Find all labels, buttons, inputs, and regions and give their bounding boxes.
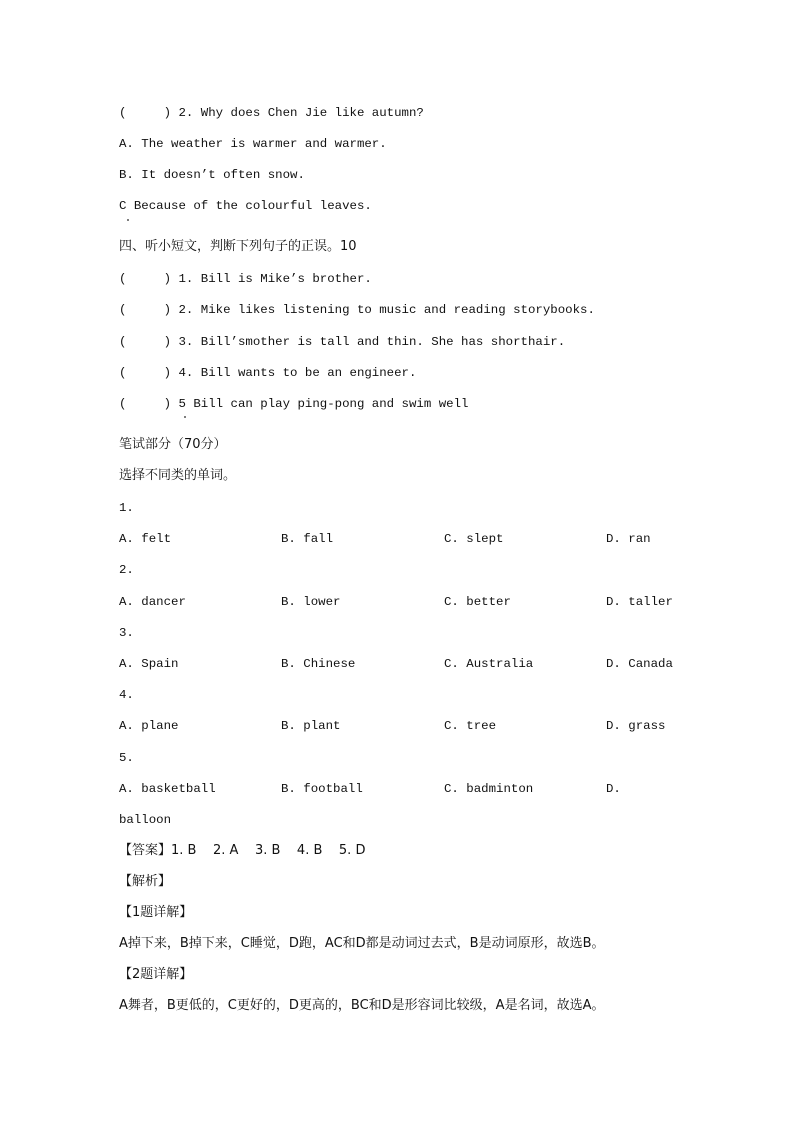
option-row <box>119 656 699 672</box>
option-c: C. slept <box>444 532 504 546</box>
analysis-title: 【解析】 <box>119 874 172 889</box>
judge-item-5: ( ) 5 Bill can play ping-pong and swim well <box>119 397 469 411</box>
option-row <box>119 781 699 797</box>
option-d: D. grass <box>606 719 666 733</box>
option-b: B. Chinese <box>281 657 356 671</box>
option-c: C Because of the colourful leaves. <box>119 199 372 213</box>
option-c: C. badminton <box>444 782 534 796</box>
stray-dot <box>127 219 129 221</box>
question-number: 1. <box>119 501 134 515</box>
option-d-wrapped-text: balloon <box>119 813 172 827</box>
option-a: A. basketball <box>119 782 216 796</box>
question-number: 2. <box>119 563 134 577</box>
question-line: ( ) 2. Why does Chen Jie like autumn? <box>119 106 424 120</box>
option-d: D. Canada <box>606 657 673 671</box>
option-c: C. Australia <box>444 657 534 671</box>
option-row <box>119 718 699 734</box>
option-row <box>119 594 699 610</box>
option-b: B. fall <box>281 532 334 546</box>
option-b: B. lower <box>281 595 341 609</box>
option-a: A. dancer <box>119 595 186 609</box>
option-b: B. plant <box>281 719 341 733</box>
option-d: D. <box>606 782 621 796</box>
question-number: 4. <box>119 688 134 702</box>
written-title: 笔试部分（70分） <box>119 437 227 452</box>
judge-item-1: ( ) 1. Bill is Mike’s brother. <box>119 272 372 286</box>
detail-title-1: 【1题详解】 <box>119 905 193 920</box>
option-c: C. better <box>444 595 511 609</box>
detail-text-1: A掉下来，B掉下来，C睡觉，D跑，AC和D都是动词过去式，B是动词原形，故选B。 <box>119 936 605 951</box>
section-4-title: 四、听小短文，判断下列句子的正误。10 <box>119 239 357 254</box>
judge-item-2: ( ) 2. Mike likes listening to music and reading storybooks. <box>119 303 595 317</box>
question-number: 5. <box>119 751 134 765</box>
judge-item-3: ( ) 3. Bill’smother is tall and thin. She has shorthair. <box>119 335 566 349</box>
option-d: D. ran <box>606 532 651 546</box>
stray-dot <box>184 416 186 418</box>
option-a: A. The weather is warmer and warmer. <box>119 137 387 151</box>
written-instruction: 选择不同类的单词。 <box>119 468 237 483</box>
answer-line: 【答案】1. B 2. A 3. B 4. B 5. D <box>119 843 366 858</box>
detail-text-2: A舞者，B更低的，C更好的，D更高的，BC和D是形容词比较级，A是名词，故选A。 <box>119 998 605 1013</box>
option-row <box>119 531 699 547</box>
question-number: 3. <box>119 626 134 640</box>
detail-title-2: 【2题详解】 <box>119 967 193 982</box>
option-c: C. tree <box>444 719 497 733</box>
option-b: B. It doesn’t often snow. <box>119 168 305 182</box>
judge-item-4: ( ) 4. Bill wants to be an engineer. <box>119 366 417 380</box>
option-a: A. felt <box>119 532 172 546</box>
option-a: A. plane <box>119 719 179 733</box>
option-d: D. taller <box>606 595 673 609</box>
option-b: B. football <box>281 782 363 796</box>
option-a: A. Spain <box>119 657 179 671</box>
